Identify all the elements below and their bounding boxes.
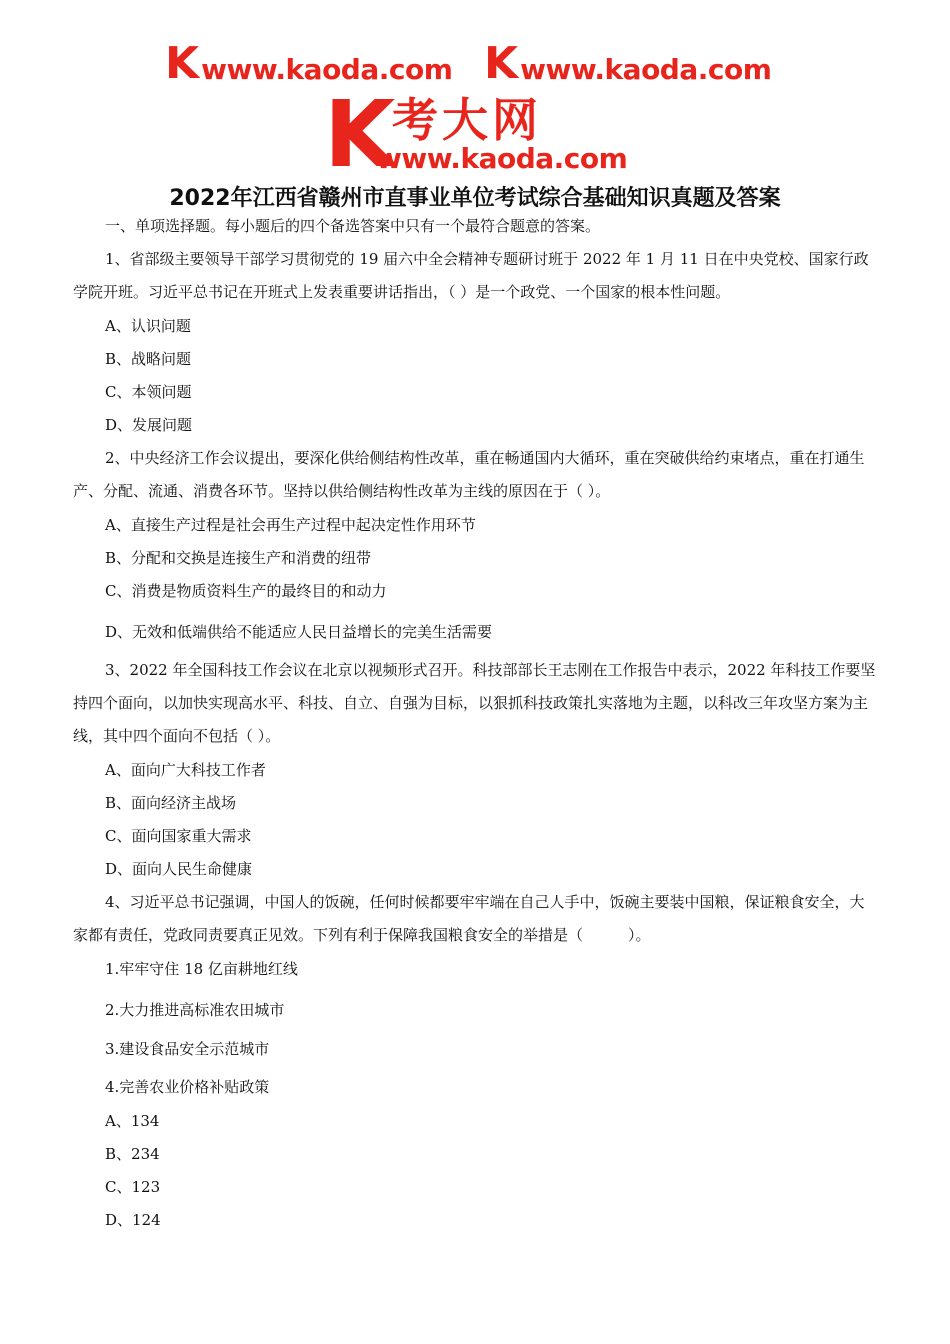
question-1-option-d: D、发展问题 (105, 416, 193, 434)
question-2-option-a: A、直接生产过程是社会再生产过程中起决定性作用环节 (105, 516, 476, 534)
watermark-k-mark: K (324, 81, 396, 188)
question-1-option-c: C、本领问题 (105, 383, 192, 401)
question-4-item-4: 4.完善农业价格补贴政策 (105, 1078, 270, 1096)
watermark-logo-main (324, 81, 644, 188)
question-3-stem: 3、2022 年全国科技工作会议在北京以视频形式召开。科技部部长王志刚在工作报告中表示，2022 年科技工作要坚持四个面向，以加快实现高水平、科技、自立、自强为目标，以狠抓科技政策扎实落地为主题，以科改三年攻坚方案为主线，其中四个面向不包括（ ）。 (73, 661, 876, 745)
document-title: 2022年江西省赣州市直事业单位考试综合基础知识真题及答案 (169, 186, 781, 211)
question-3-option-b: B、面向经济主战场 (105, 794, 237, 812)
question-2-stem: 2、中央经济工作会议提出，要深化供给侧结构性改革，重在畅通国内大循环，重在突破供给约束堵点，重在打通生产、分配、流通、消费各环节。坚持以供给侧结构性改革为主线的原因在于（ ）。 (73, 449, 865, 500)
watermark-k-mark: K (484, 38, 519, 89)
question-3-option-d: D、面向人民生命健康 (105, 860, 253, 878)
question-4-option-c: C、123 (105, 1178, 161, 1196)
question-2-option-b: B、分配和交换是连接生产和消费的纽带 (105, 549, 372, 567)
question-3-option-a: A、面向广大科技工作者 (105, 761, 266, 779)
question-4-option-b: B、234 (105, 1145, 160, 1163)
question-4-stem: 4、习近平总书记强调，中国人的饭碗，任何时候都要牢牢端在自己人手中，饭碗主要装中国粮，保证粮食安全，大家都有责任，党政同责要真正见效。下列有利于保障我国粮食安全的举措是（ ）。 (73, 893, 865, 944)
question-4-option-d: D、124 (105, 1211, 161, 1229)
question-4-item-2: 2.大力推进高标准农田城市 (105, 1001, 285, 1019)
watermark-brand: 考大网 (392, 93, 542, 147)
section-heading: 一、单项选择题。每小题后的四个备选答案中只有一个最符合题意的答案。 (105, 217, 601, 235)
question-3-option-c: C、面向国家重大需求 (105, 827, 252, 845)
question-1-option-a: A、认识问题 (105, 317, 191, 335)
question-4-item-1: 1.牢牢守住 18 亿亩耕地红线 (105, 960, 298, 978)
question-2-option-d: D、无效和低端供给不能适应人民日益增长的完美生活需要 (105, 623, 493, 641)
question-1-stem: 1、省部级主要领导干部学习贯彻党的 19 届六中全会精神专题研讨班于 2022 年 1 月 11 日在中央党校、国家行政学院开班。习近平总书记在开班式上发表重要讲话指出，（ ）是一个政党、一个国家的根本性问题。 (73, 250, 869, 301)
watermark-url: www.kaoda.com (201, 53, 453, 86)
watermark-logo-left (165, 38, 453, 89)
question-1-option-b: B、战略问题 (105, 350, 192, 368)
question-4-item-3: 3.建设食品安全示范城市 (105, 1040, 270, 1058)
question-2-option-c: C、消费是物质资料生产的最终目的和动力 (105, 582, 387, 600)
watermark-url: www.kaoda.com (376, 142, 628, 175)
watermark-k-mark: K (165, 38, 200, 89)
question-4-option-a: A、134 (105, 1112, 160, 1130)
watermark-logo-right (484, 38, 772, 89)
watermark-url: www.kaoda.com (520, 53, 772, 86)
